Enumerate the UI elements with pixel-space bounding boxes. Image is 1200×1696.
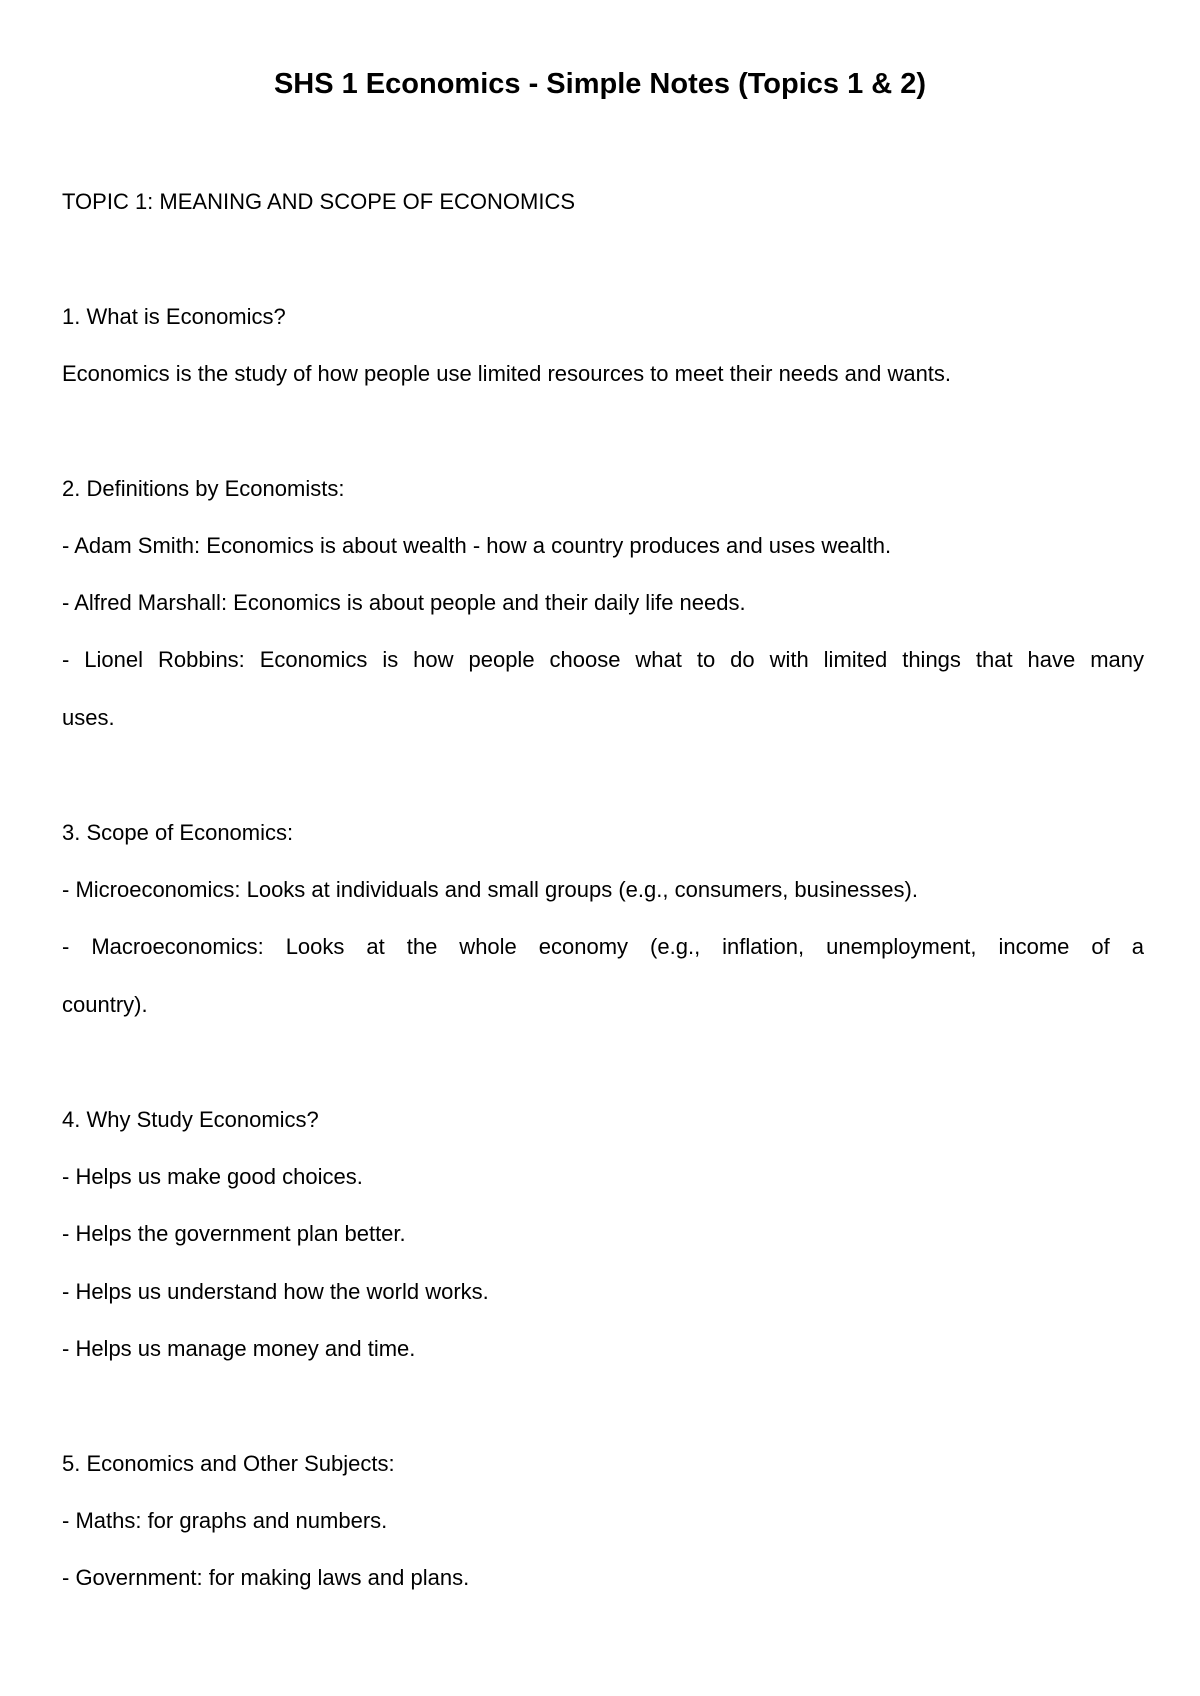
definition-item-alfred-marshall: - Alfred Marshall: Economics is about people and their daily life needs. <box>62 590 746 615</box>
scope-item-macroeconomics-continued: country). <box>62 992 148 1017</box>
definition-item-adam-smith: - Adam Smith: Economics is about wealth - how a country produces and uses wealth. <box>62 533 892 558</box>
section-heading-other-subjects: 5. Economics and Other Subjects: <box>62 1451 395 1476</box>
definition-item-lionel-robbins-continued: uses. <box>62 705 115 730</box>
reason-item-government: - Helps the government plan better. <box>62 1221 406 1246</box>
reason-item-money-time: - Helps us manage money and time. <box>62 1336 416 1361</box>
section-heading-what-is-economics: 1. What is Economics? <box>62 304 286 329</box>
subject-item-government: - Government: for making laws and plans. <box>62 1565 470 1590</box>
section-heading-scope: 3. Scope of Economics: <box>62 820 294 845</box>
section-heading-definitions: 2. Definitions by Economists: <box>62 476 345 501</box>
definition-item-lionel-robbins: - Lionel Robbins: Economics is how people choose what to do with limited things that have many <box>62 647 1144 672</box>
reason-item-world: - Helps us understand how the world works. <box>62 1279 489 1304</box>
definition-paragraph: Economics is the study of how people use limited resources to meet their needs and wants. <box>62 361 952 386</box>
document-title: SHS 1 Economics - Simple Notes (Topics 1 & 2) <box>273 68 927 100</box>
section-heading-why-study: 4. Why Study Economics? <box>62 1107 319 1132</box>
topic-heading: TOPIC 1: MEANING AND SCOPE OF ECONOMICS <box>62 189 576 214</box>
scope-item-macroeconomics: - Macroeconomics: Looks at the whole economy (e.g., inflation, unemployment, income of a <box>62 934 1144 959</box>
reason-item-choices: - Helps us make good choices. <box>62 1164 363 1189</box>
scope-item-microeconomics: - Microeconomics: Looks at individuals and small groups (e.g., consumers, businesses). <box>62 877 918 902</box>
subject-item-maths: - Maths: for graphs and numbers. <box>62 1508 388 1533</box>
